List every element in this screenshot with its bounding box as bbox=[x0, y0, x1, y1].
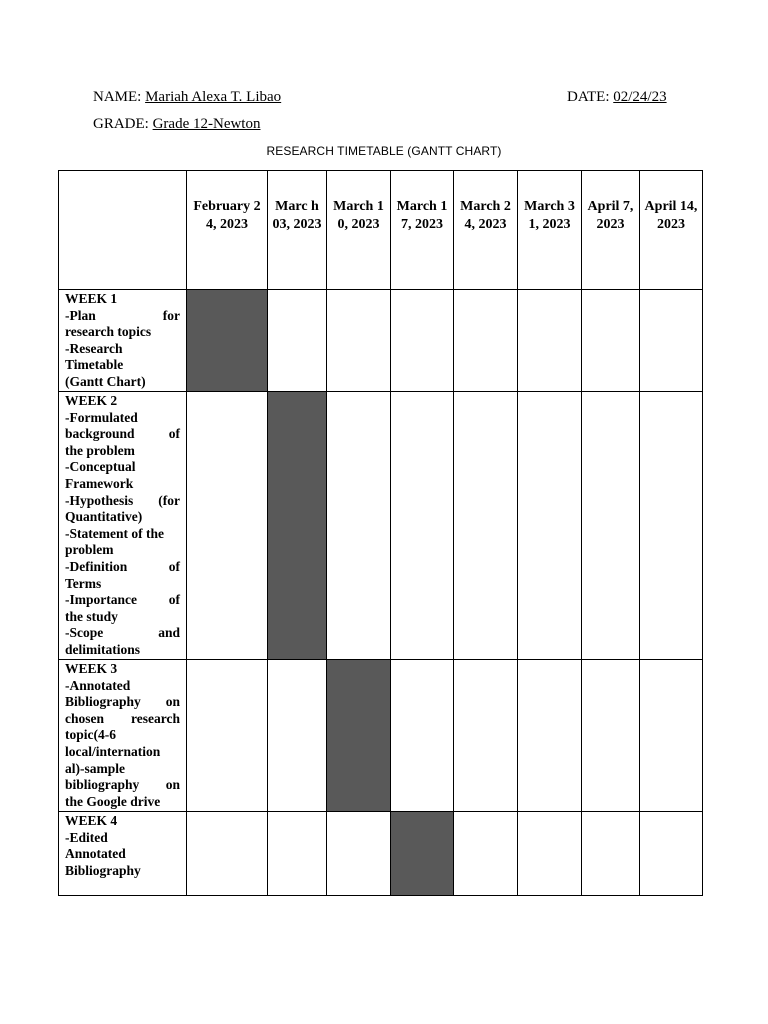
gantt-empty-cell bbox=[391, 660, 454, 812]
task-line: -Formulated bbox=[65, 409, 138, 425]
gantt-empty-cell bbox=[327, 812, 391, 896]
task-line: Annotated bbox=[65, 846, 126, 862]
gantt-empty-cell bbox=[582, 290, 640, 392]
task-line: background of bbox=[65, 426, 180, 442]
table-row bbox=[59, 812, 703, 896]
gantt-bar-cell bbox=[391, 812, 454, 896]
task-line: -Annotated bbox=[65, 677, 131, 693]
grade-line bbox=[93, 115, 260, 133]
task-line: Quantitative) bbox=[65, 509, 143, 525]
gantt-empty-cell bbox=[268, 660, 327, 812]
task-line: -Hypothesis (for bbox=[65, 492, 180, 508]
task-cell bbox=[59, 812, 187, 896]
gantt-empty-cell bbox=[640, 392, 703, 660]
header-row bbox=[59, 171, 703, 290]
task-cell bbox=[59, 392, 187, 660]
task-line: research topics bbox=[65, 324, 152, 340]
task-line: -Plan for bbox=[65, 307, 180, 323]
task-line: -Scope and bbox=[65, 625, 180, 641]
task-line: -Conceptual bbox=[65, 459, 136, 475]
task-line: -Statement of the bbox=[65, 525, 164, 541]
column-header-label: March 31, 2023 bbox=[524, 199, 575, 232]
table-row bbox=[59, 660, 703, 812]
column-header-label: April 14, 2023 bbox=[644, 199, 698, 232]
gantt-empty-cell bbox=[268, 290, 327, 392]
task-line: the problem bbox=[65, 442, 135, 458]
gantt-empty-cell bbox=[518, 660, 582, 812]
column-header-label: March 17, 2023 bbox=[396, 199, 448, 232]
task-line: -Importance of bbox=[65, 592, 180, 608]
date-line bbox=[567, 88, 667, 106]
task-line: Terms bbox=[65, 575, 102, 591]
task-line: the study bbox=[65, 608, 118, 624]
task-cell bbox=[59, 290, 187, 392]
task-line: -Research bbox=[65, 340, 123, 356]
table-row bbox=[59, 290, 703, 392]
gantt-empty-cell bbox=[391, 392, 454, 660]
task-line: topic(4-6 bbox=[65, 727, 116, 743]
column-header bbox=[518, 171, 582, 290]
task-line: chosen research bbox=[65, 710, 180, 726]
gantt-empty-cell bbox=[391, 290, 454, 392]
name-value: Mariah Alexa T. Libao bbox=[145, 89, 282, 105]
column-header bbox=[640, 171, 703, 290]
task-line: the Google drive bbox=[65, 793, 161, 809]
gantt-empty-cell bbox=[582, 660, 640, 812]
gantt-empty-cell bbox=[268, 812, 327, 896]
document-title: RESEARCH TIMETABLE (GANTT CHART) bbox=[266, 144, 502, 158]
task-line: WEEK 4 bbox=[65, 813, 118, 828]
task-line: local/internation bbox=[65, 743, 161, 759]
column-header bbox=[391, 171, 454, 290]
gantt-bar-cell bbox=[187, 290, 268, 392]
column-header-label: March 24, 2023 bbox=[460, 199, 511, 232]
gantt-empty-cell bbox=[582, 392, 640, 660]
gantt-empty-cell bbox=[454, 290, 518, 392]
gantt-empty-cell bbox=[454, 392, 518, 660]
column-header bbox=[268, 171, 327, 290]
task-cell bbox=[59, 660, 187, 812]
task-line: WEEK 2 bbox=[65, 393, 118, 408]
gantt-empty-cell bbox=[187, 660, 268, 812]
column-header bbox=[327, 171, 391, 290]
gantt-empty-cell bbox=[327, 290, 391, 392]
name-line bbox=[93, 88, 281, 106]
task-line: (Gantt Chart) bbox=[65, 373, 146, 389]
task-line: WEEK 3 bbox=[65, 661, 118, 676]
date-value: 02/24/23 bbox=[613, 89, 667, 105]
task-line: Framework bbox=[65, 475, 134, 491]
corner-cell bbox=[59, 171, 187, 290]
gantt-bar-cell bbox=[327, 660, 391, 812]
gantt-empty-cell bbox=[327, 392, 391, 660]
task-line: delimitations bbox=[65, 641, 141, 657]
task-line: Bibliography bbox=[65, 862, 141, 878]
task-line: bibliography on bbox=[65, 777, 180, 793]
task-line: Bibliography on bbox=[65, 694, 180, 710]
grade-value: Grade 12-Newton bbox=[152, 116, 261, 132]
gantt-bar-cell bbox=[268, 392, 327, 660]
task-line: problem bbox=[65, 542, 114, 558]
gantt-empty-cell bbox=[454, 660, 518, 812]
column-header-label: April 7, 2023 bbox=[587, 199, 634, 232]
gantt-empty-cell bbox=[187, 812, 268, 896]
task-line: -Edited bbox=[65, 829, 108, 845]
gantt-empty-cell bbox=[582, 812, 640, 896]
column-header bbox=[187, 171, 268, 290]
gantt-table bbox=[58, 170, 703, 896]
column-header bbox=[582, 171, 640, 290]
task-line: Timetable bbox=[65, 357, 124, 373]
gantt-empty-cell bbox=[640, 290, 703, 392]
column-header-label: Marc h 03, 2023 bbox=[272, 199, 322, 232]
table-row bbox=[59, 392, 703, 660]
task-line: al)-sample bbox=[65, 760, 125, 776]
date-label: DATE: bbox=[567, 89, 610, 105]
gantt-empty-cell bbox=[640, 812, 703, 896]
gantt-empty-cell bbox=[454, 812, 518, 896]
name-label: NAME: bbox=[93, 89, 142, 105]
column-header-label: February 24, 2023 bbox=[193, 199, 261, 232]
gantt-empty-cell bbox=[187, 392, 268, 660]
column-header-label: March 10, 2023 bbox=[333, 199, 384, 232]
task-line: WEEK 1 bbox=[65, 291, 118, 306]
gantt-empty-cell bbox=[518, 812, 582, 896]
task-line: -Definition of bbox=[65, 558, 180, 574]
gantt-empty-cell bbox=[640, 660, 703, 812]
column-header bbox=[454, 171, 518, 290]
gantt-empty-cell bbox=[518, 392, 582, 660]
grade-label: GRADE: bbox=[93, 116, 149, 132]
gantt-empty-cell bbox=[518, 290, 582, 392]
